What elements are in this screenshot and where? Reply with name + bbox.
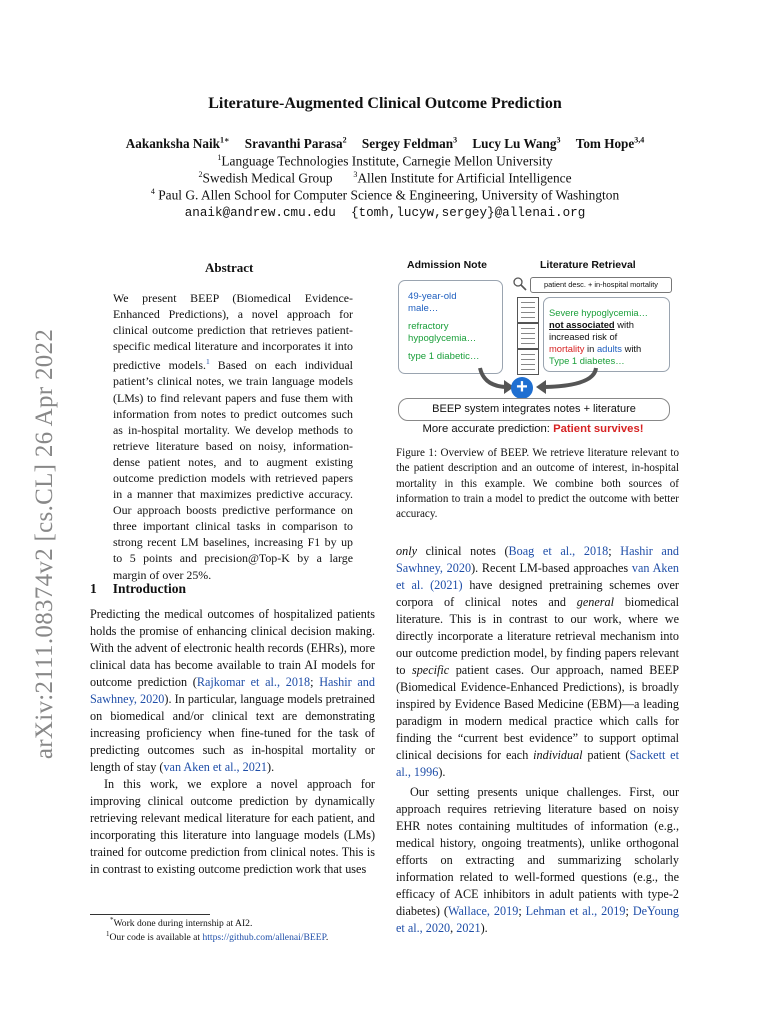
footnote: $^1$Our code is available at https://github.com/allenai/BEEP. — [106, 930, 329, 944]
literature-text: mortality in adults with — [549, 343, 642, 354]
literature-retrieval-label: Literature Retrieval — [540, 259, 636, 271]
paper-title: Literature-Augmented Clinical Outcome Prediction — [208, 95, 562, 112]
author: Lucy Lu Wang$^3$ — [472, 136, 561, 152]
arxiv-identifier-stamp: arXiv:2111.08374v2 [cs.CL] 26 Apr 2022 — [31, 328, 58, 760]
merge-arrows — [470, 366, 670, 400]
admission-note-box — [398, 280, 503, 374]
affiliation-line-3: $^4$ Paul G. Allen School for Computer Science & Engineering, University of Washington — [150, 187, 620, 203]
author: Sravanthi Parasa$^2$ — [244, 136, 347, 152]
combine-plus-icon: + — [511, 377, 533, 399]
author: Aakanksha Naik$^{1∗}$ — [125, 136, 230, 152]
citation-link[interactable]: 2021 — [456, 921, 481, 935]
prediction-line: More accurate prediction: Patient survives! — [422, 423, 644, 435]
author-emails: anaik@andrew.cmu.edu {tomh,lucyw,sergey}@allenai.org — [184, 206, 586, 220]
paragraph: Our setting presents unique challenges. First, our approach requires retrieving literature based on noisy EHR notes containing multitudes of information (e.g., medical history, ongoing treatments), unlike orthogonal efforts on extracting and summarizing scholarly information related to well-formed questions (e.g., the efficacy of ACE inhibitors in adult patients with type-2 diabetes) (Wallace, 2019; Lehman et al., 2019; DeYoung et al., 2020, 2021). — [396, 785, 680, 935]
search-icon — [512, 276, 528, 292]
literature-text: Severe hypoglycemia… — [549, 307, 649, 318]
footnote-ref[interactable]: 1 — [205, 357, 210, 367]
affiliation-line-2: $^2$Swedish Medical Group $^3$Allen Institute for Artificial Intelligence — [198, 170, 572, 186]
beep-system-box: BEEP system integrates notes + literature — [398, 398, 670, 421]
paper-document-icon — [517, 323, 539, 349]
note-text: refractory — [408, 321, 449, 332]
abstract-heading: Abstract — [205, 260, 254, 275]
code-repository-link[interactable]: https://github.com/allenai/BEEP — [202, 932, 326, 944]
literature-text: not associated with — [549, 319, 634, 330]
paragraph: In this work, we explore a novel approach for improving clinical outcome prediction by dynamically retrieving relevant medical literature for each patient, and incorporating this literature into language models (LMs) trained for outcome prediction from clinical notes. This is in contrast to existing outcome prediction work that uses — [90, 777, 375, 876]
figure-caption: Figure 1: Overview of BEEP. We retrieve literature relevant to the patient description and an outcome of interest, in-hospital mortality in this example. We combine both sources of information to train a model to predict the outcome with better accuracy. — [396, 447, 679, 521]
paragraph: only clinical notes (Boag et al., 2018; Hashir and Sawhney, 2020). Recent LM-based approaches van Aken et al. (2021) have designed pretraining schemes over corpora of clinical notes and general biomedical literature. This is in contrast to our work, where we directly incorporate a literature retrieval mechanism into our outcome prediction model, by finding papers relevant to specific patient cases. Our approach, named BEEP (Biomedical Evidence-Enhanced Predictions), is broadly inspired by Evidence Based Medicine (EBM)—a leading paradigm in modern medical practice which calls for finding the “current best evidence” to support optimal clinical decisions for each individual patient (Sackett et al., 1996). — [396, 544, 680, 779]
section-heading: 1 Introduction — [90, 581, 187, 596]
literature-text: increased risk of — [549, 331, 618, 342]
affiliation-line-1: $^1$Language Technologies Institute, Carnegie Mellon University — [217, 153, 553, 169]
citation-link[interactable]: Rajkomar et al., 2018 — [196, 675, 311, 689]
admission-note-label: Admission Note — [407, 259, 487, 271]
note-text: hypoglycemia… — [408, 333, 477, 344]
introduction-body — [90, 606, 375, 878]
literature-text: Type 1 diabetes… — [549, 355, 625, 366]
author: Sergey Feldman$^3$ — [361, 136, 458, 152]
footnote: *Work done during internship at AI2. — [110, 916, 253, 930]
citation-link[interactable]: Sackett et al., 1996 — [396, 748, 679, 779]
note-text: type 1 diabetic… — [408, 351, 480, 362]
note-text: male… — [408, 303, 439, 314]
author-list — [0, 135, 770, 152]
citation-link[interactable]: Hashir and Sawhney, 2020 — [396, 544, 680, 575]
retrieved-literature-box — [543, 297, 670, 372]
paragraph: Predicting the medical outcomes of hospitalized patients holds the promise of enhancing clinical decision making. With the advent of electronic health records (EHRs), more clinical data has become available to train AI models for outcome prediction (Rajkomar et al., 2018; Hashir and Sawhney, 2020). In particular, language models pretrained on biomedical and/or clinical text are demonstrating increasing proficiency when fine-tuned for the task of predicting outcomes such as in-hospital mortality or length of stay (van Aken et al., 2021). — [90, 607, 375, 774]
citation-link[interactable]: Lehman et al., 2019 — [525, 904, 626, 918]
citation-link[interactable]: Hashir and Sawhney, 2020 — [90, 675, 375, 706]
retrieval-query: patient desc. + in-hospital mortality — [530, 277, 672, 293]
citation-link[interactable]: Boag et al., 2018 — [508, 544, 609, 558]
citation-link[interactable]: DeYoung et al., 2020 — [396, 904, 680, 935]
citation-link[interactable]: Wallace, 2019 — [448, 904, 519, 918]
citation-link[interactable]: van Aken et al. (2021) — [396, 561, 679, 592]
abstract-text: We present BEEP (Biomedical Evidence-Enhanced Predictions), a novel approach for clinical outcome prediction that retrieves patient-specific medical literature and incorporates it into predictive models.$^1$ Based on each individual patient’s clinical notes, we train language models (LMs) to find relevant papers and fuse them with information from notes to predict outcomes such as in-hospital mortality. We develop methods to retrieve literature based on noisy, information-dense patient notes, and to augment existing outcome prediction models with retrieved papers in a manner that maximizes predictive accuracy. Our approach boosts predictive performance on three important clinical tasks in comparison to strong recent LM baselines, increasing F1 by up to 5 points and precision@Top-K by a large margin of over 25%. — [113, 291, 353, 582]
citation-link[interactable]: van Aken et al., 2021 — [163, 760, 268, 774]
author: Tom Hope$^{3,4}$ — [575, 136, 645, 152]
right-column-body — [396, 543, 679, 937]
paper-document-icon — [517, 297, 539, 323]
note-text: 49-year-old — [408, 291, 457, 302]
